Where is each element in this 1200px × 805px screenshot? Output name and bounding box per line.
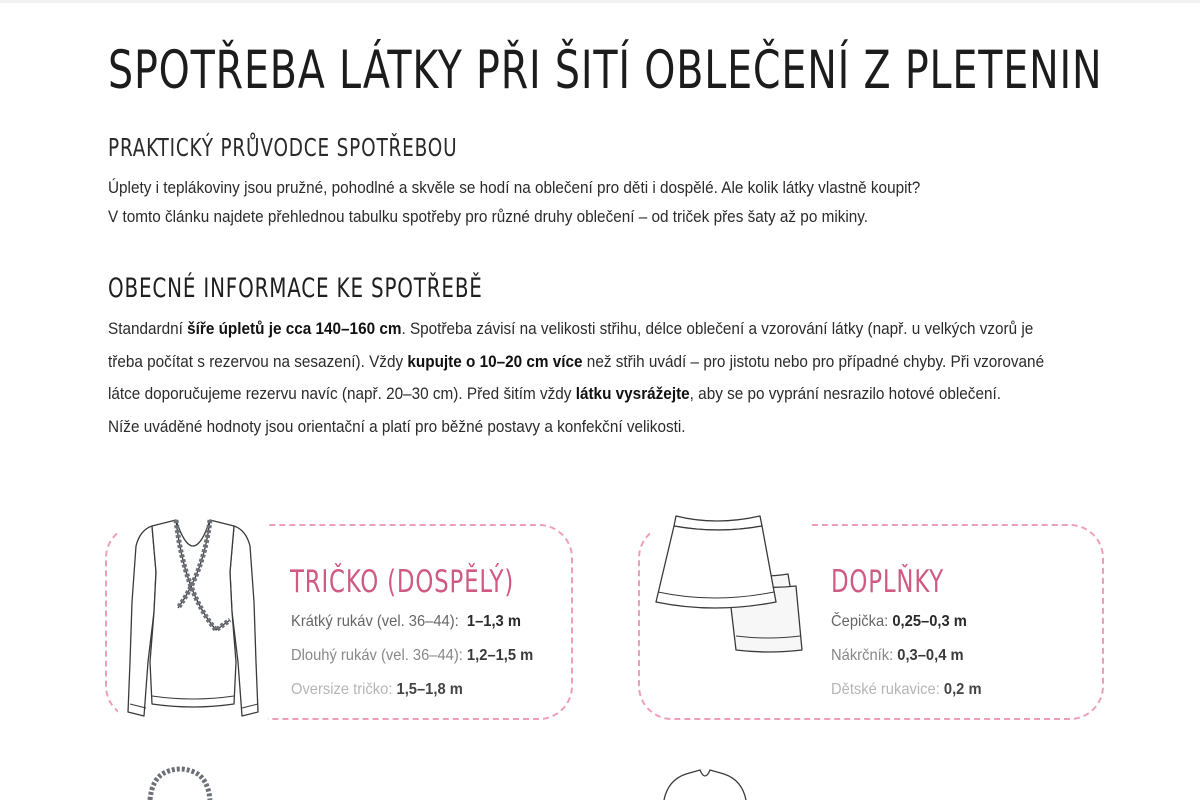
bold-run: látku vysrážejte (575, 384, 690, 403)
general-line-1 (108, 313, 1034, 346)
card-tshirt-title: TRIČKO (DOSPĚLÝ) (290, 564, 515, 600)
intro-paragraph (108, 173, 1108, 231)
row-label: Dětské rukavice: (831, 681, 940, 698)
card-tshirt-rows (291, 608, 554, 710)
row-label: Nákrčník: (831, 647, 894, 664)
text-run: . Spotřeba závisí na velikosti střihu, délce oblečení a vzorování látky (např. u velkých vzorů je (401, 319, 1034, 338)
row-value: 1,2–1,5 m (466, 647, 534, 664)
row-label: Oversize tričko: (291, 681, 393, 698)
text-run: než střih uvádí – pro jistotu nebo pro případné chyby. Při vzorované (582, 351, 1045, 371)
row-value: 0,3–0,4 m (897, 647, 964, 664)
skirt-illustration-icon (650, 512, 810, 662)
text-run: třeba počítat s rezervou na sesazení). Vždy (108, 351, 408, 371)
next-garment-illustration-icon (660, 760, 750, 800)
top-rule (0, 0, 1200, 3)
general-paragraph (108, 313, 1108, 443)
intro-line: V tomto článku najdete přehlednou tabulku spotřeby pro různé druhy oblečení – od triček přes šaty až po mikiny. (108, 207, 869, 226)
page-title: SPOTŘEBA LÁTKY PŘI ŠITÍ OBLEČENÍ Z PLETENIN (108, 40, 1103, 101)
general-line-3 (108, 378, 1008, 411)
bold-run: šíře úpletů je cca 140–160 cm (187, 319, 402, 338)
page-subtitle: PRAKTICKÝ PRŮVODCE SPOTŘEBOU (108, 133, 458, 162)
text-run: Standardní (108, 319, 188, 338)
card-accessories-title: DOPLŇKY (831, 564, 945, 600)
list-item (291, 608, 533, 642)
section-title-general: OBECNÉ INFORMACE KE SPOTŘEBĚ (108, 273, 483, 304)
row-label: Krátký rukáv (vel. 36–44): (291, 613, 459, 630)
intro-line: Úplety i teplákoviny jsou pružné, pohodlné a skvěle se hodí na oblečení pro děti i dospělé. Ale kolik látky vlastně koupit? (108, 178, 921, 197)
text-run: látce doporučujeme rezervu navíc (např. 20–30 cm). Před šitím vždy (108, 384, 576, 403)
general-line-2 (108, 346, 1045, 379)
next-garment-illustration-icon (140, 760, 220, 800)
text-run: , aby se po vyprání nesrazilo hotové oblečení. (689, 384, 1001, 403)
list-item (831, 608, 982, 642)
card-accessories-rows (831, 608, 995, 710)
row-label: Čepička: (831, 613, 889, 630)
row-value: 0,25–0,3 m (892, 613, 967, 630)
list-item (291, 676, 533, 710)
list-item (831, 642, 982, 676)
list-item (831, 676, 982, 710)
row-value: 0,2 m (943, 681, 982, 698)
general-line-4: Níže uváděné hodnoty jsou orientační a platí pro běžné postavy a konfekční velikosti. (108, 416, 686, 436)
list-item (291, 642, 533, 676)
row-value: 1,5–1,8 m (396, 681, 463, 698)
row-value: 1–1,3 m (466, 613, 521, 630)
wrap-top-illustration-icon (118, 512, 268, 734)
bold-run: kupujte o 10–20 cm více (407, 351, 583, 371)
row-label: Dlouhý rukáv (vel. 36–44): (291, 647, 463, 664)
